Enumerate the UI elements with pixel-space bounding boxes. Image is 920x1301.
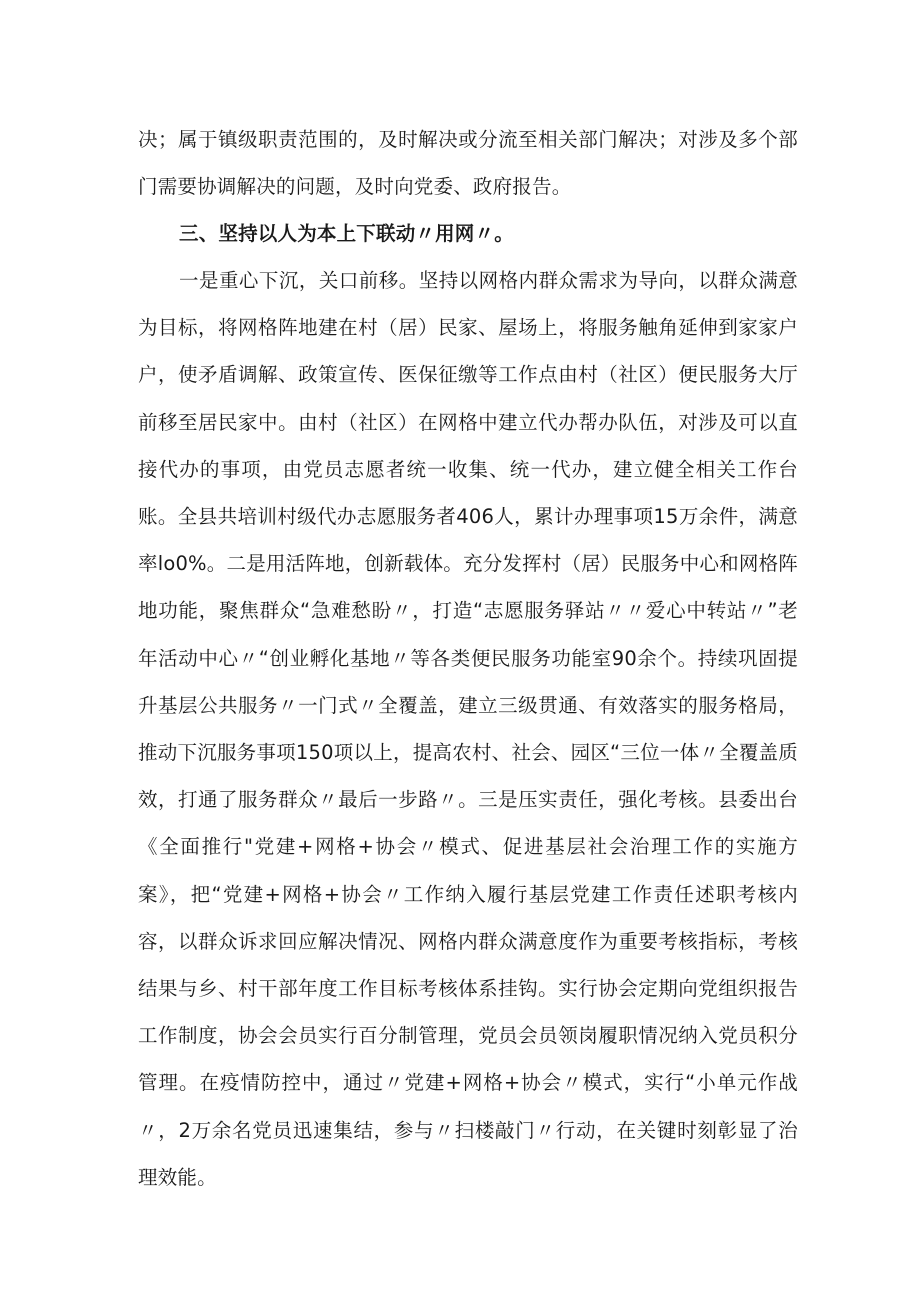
section-heading: 三、坚持以人为本上下联动〃用网〃。: [179, 222, 514, 245]
body-paragraph-continued: 决；属于镇级职责范围的，及时解决或分流至相关部门解决；对涉及多个部门需要协调解决的问题，及时向党委、政府报告。: [138, 128, 798, 199]
body-paragraph: 一是重心下沉，关口前移。坚持以网格内群众需求为导向，以群众满意为目标，将网格阵地建在村（居）民家、屋场上，将服务触角延伸到家家户户，使矛盾调解、政策宣传、医保征缴等工作点由村（社区）便民服务大厅前移至居民家中。由村（社区）在网格中建立代办帮办队伍，对涉及可以直接代办的事项，由党员志愿者统一收集、统一代办，建立健全相关工作台账。全县共培训村级代办志愿服务者406人，累计办理事项15万余件，满意率lo0%。二是用活阵地，创新载体。充分发挥村（居）民服务中心和网格阵地功能，聚焦群众“急难愁盼〃，打造“志愿服务驿站〃〃爱心中转站〃”老年活动中心〃“创业孵化基地〃等各类便民服务功能室90余个。持续巩固提升基层公共服务〃一门式〃全覆盖，建立三级贯通、有效落实的服务格局，推动下沉服务事项150项以上，提高农村、社会、园区“三位一体〃全覆盖质效，打通了服务群众〃最后一步路〃。三是压实责任，强化考核。县委出台《全面推行"党建+网格+协会〃模式、促进基层社会治理工作的实施方案》，把“党建+网格+协会〃工作纳入履行基层党建工作责任述职考核内容，以群众诉求回应解决情况、网格内群众满意度作为重要考核指标，考核结果与乡、村干部年度工作目标考核体系挂钩。实行协会定期向党组织报告工作制度，协会会员实行百分制管理，党员会员领岗履职情况纳入党员积分管理。在疫情防控中，通过〃党建+网格+协会〃模式，实行“小单元作战〃，2万余名党员迅速集结，参与〃扫楼敲门〃行动，在关键时刻彰显了治理效能。: [138, 269, 798, 1189]
